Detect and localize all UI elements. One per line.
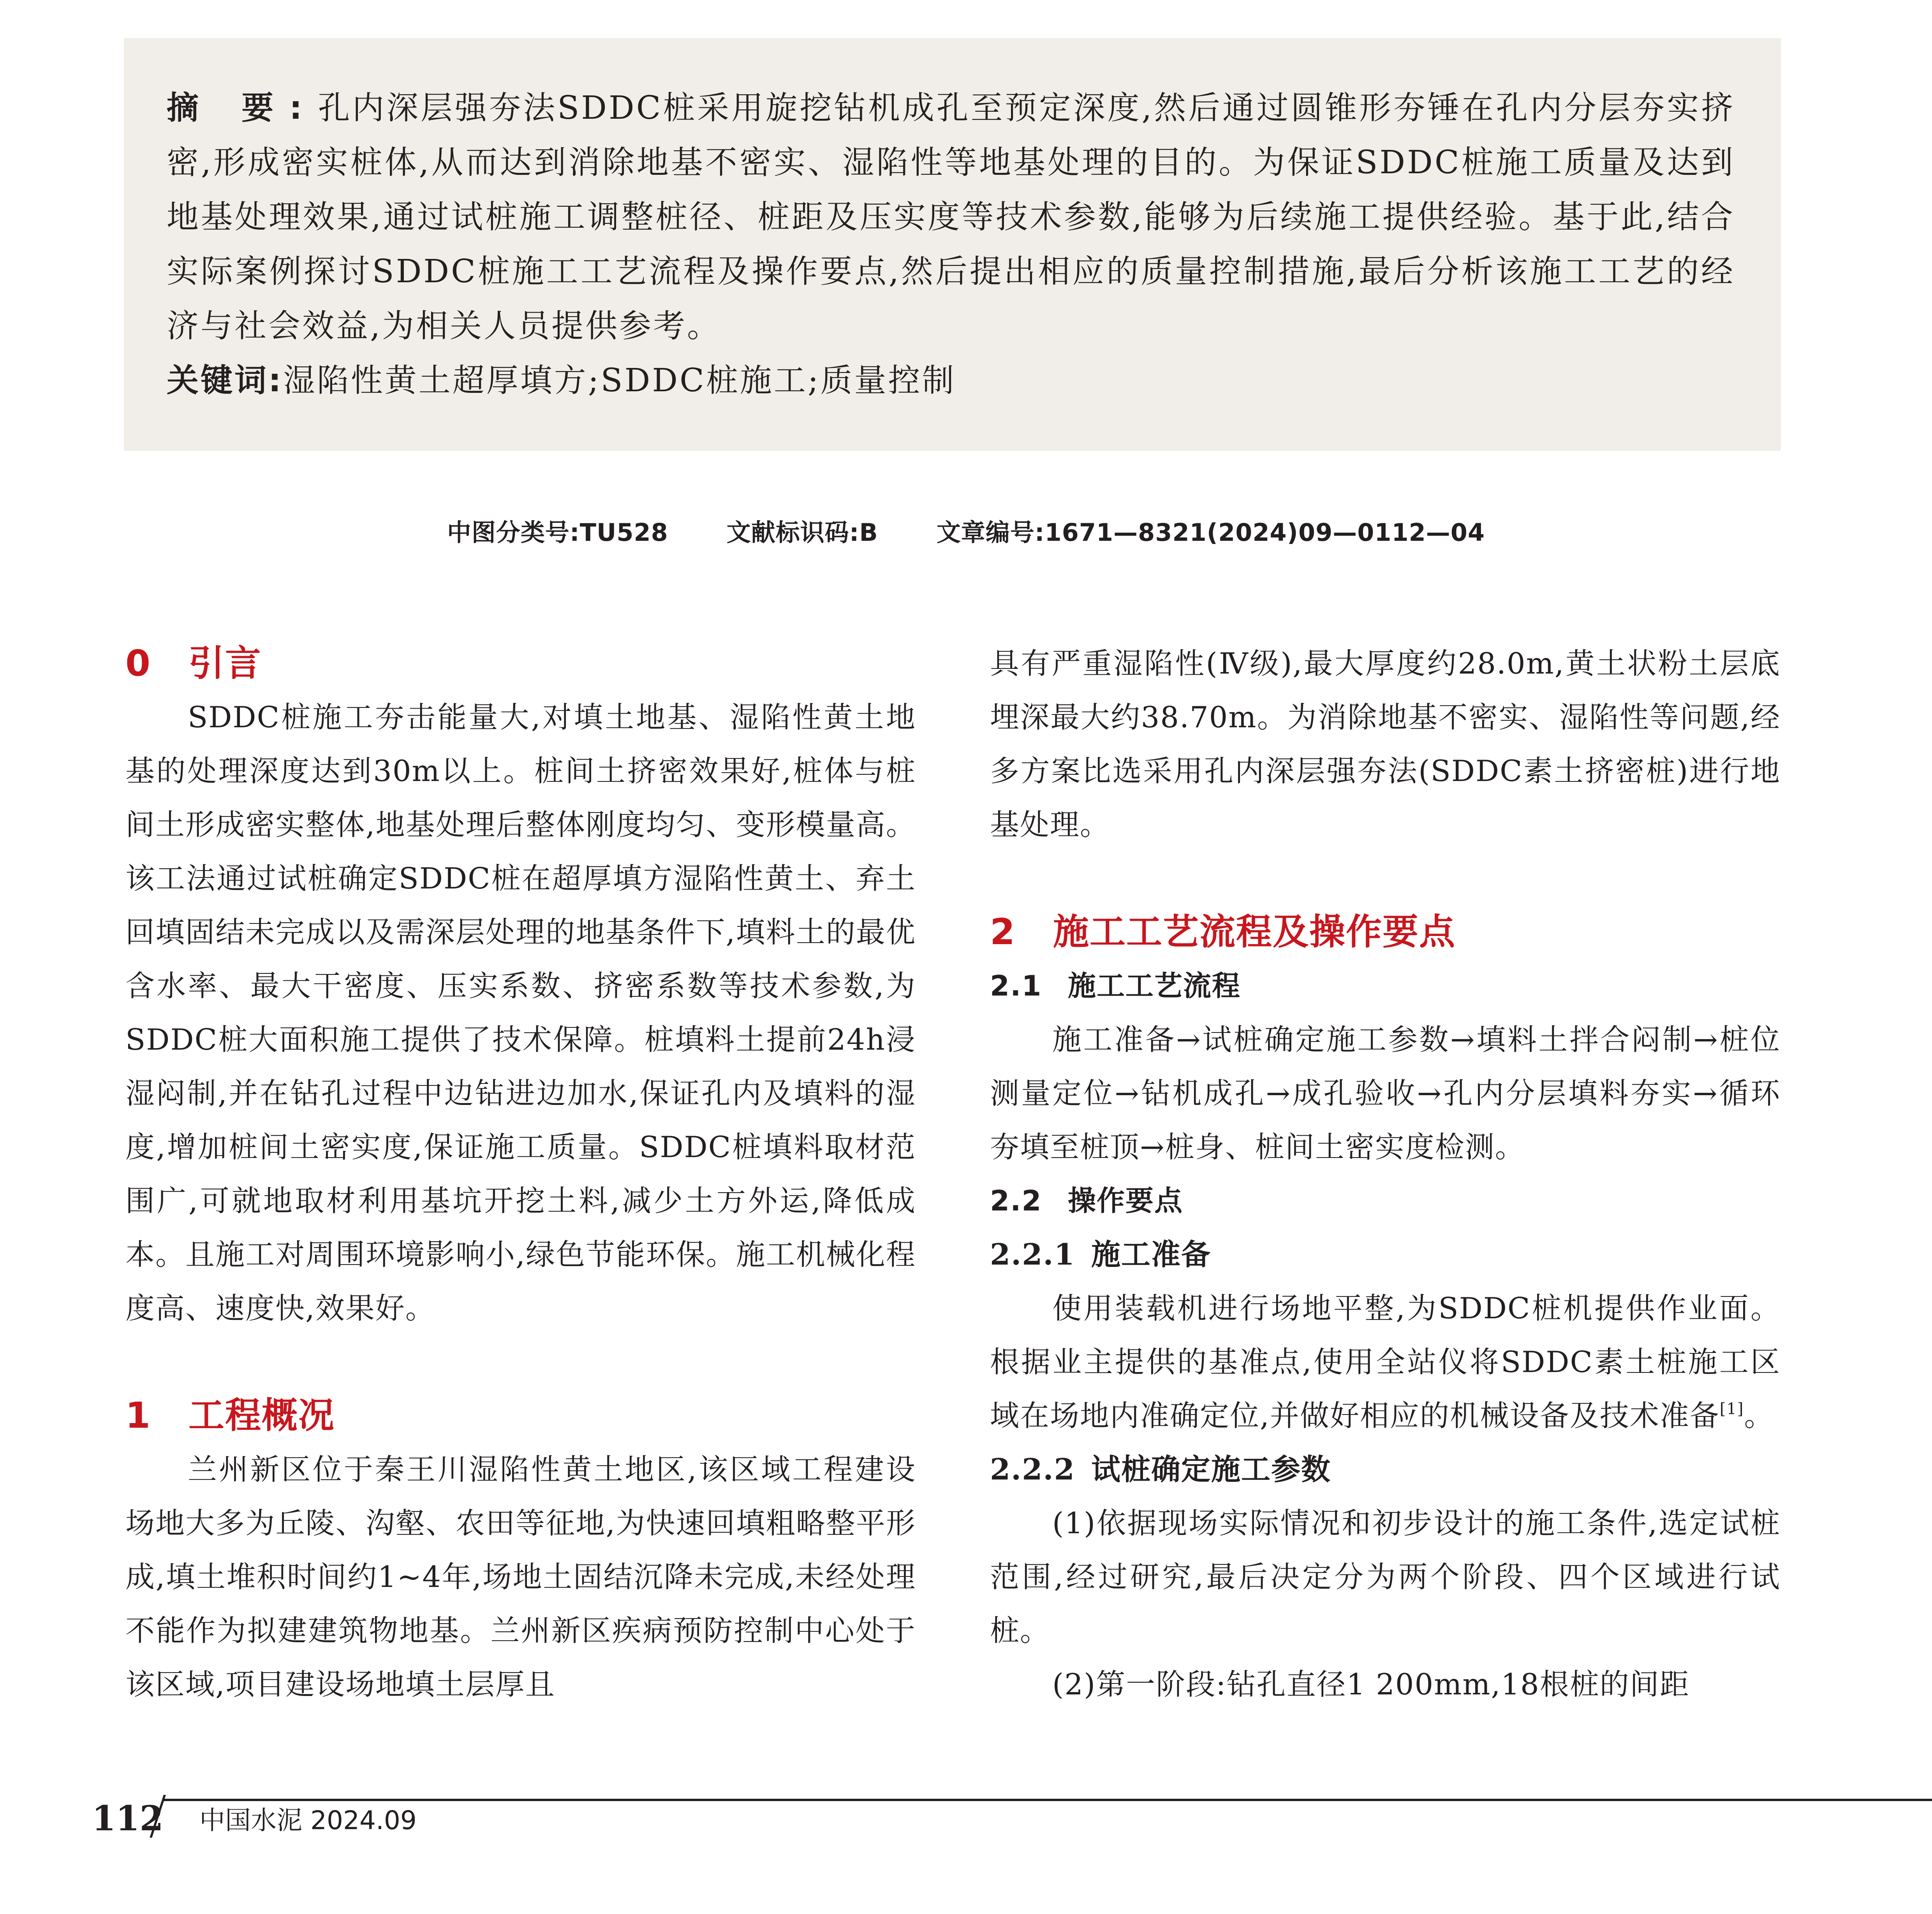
keywords-line — [167, 354, 1735, 408]
section-0-heading — [125, 637, 916, 690]
section-1-number: 1 — [125, 1395, 151, 1436]
abstract-box — [124, 38, 1781, 451]
section-2-2-2-title: 试桩确定施工参数 — [1091, 1452, 1331, 1487]
section-0-paragraph: SDDC桩施工夯击能量大,对填土地基、湿陷性黄土地基的处理深度达到30m以上。桩间土挤密效果好,桩体与桩间土形成密实整体,地基处理后整体刚度均匀、变形模量高。该工法通过试桩确定SDDC桩在超厚填方湿陷性黄土、弃土回填固结未完成以及需深层处理的地基条件下,填料土的最优含水率、最大干密度、压实系数、挤密系数等技术参数,为SDDC桩大面积施工提供了技术保障。桩填料土提前24h浸湿闷制,并在钻孔过程中边钻进边加水,保证孔内及填料的湿度,增加桩间土密实度,保证施工质量。SDDC桩填料取材范围广,可就地取材利用基坑开挖土料,减少土方外运,降低成本。且施工对周围环境影响小,绿色节能环保。施工机械化程度高、速度快,效果好。 — [125, 700, 916, 1325]
abstract-paragraph — [167, 81, 1735, 354]
document-code: 文献标识码:B — [726, 518, 878, 547]
section-0-number: 0 — [125, 642, 151, 684]
section-2-1-number: 2.1 — [990, 969, 1042, 1002]
section-2-1-title: 施工工艺流程 — [1068, 969, 1241, 1002]
section-1-title: 工程概况 — [188, 1395, 335, 1436]
keywords-text: 湿陷性黄土超厚填方;SDDC桩施工;质量控制 — [283, 362, 956, 399]
classification-line — [0, 513, 1932, 548]
section-2-2-2-number: 2.2.2 — [990, 1452, 1075, 1487]
section-2-number: 2 — [990, 911, 1016, 953]
section-1-paragraph-continued: 具有严重湿陷性(Ⅳ级),最大厚度约28.0m,黄土状粉土层底埋深最大约38.70m。为消除地基不密实、湿陷性等问题,经多方案比选采用孔内深层强夯法(SDDC素土挤密桩)进行地基处理。 — [990, 646, 1781, 842]
article-number: 文章编号:1671—8321(2024)09—0112—04 — [936, 518, 1485, 547]
right-column — [990, 637, 1781, 1711]
section-2-heading — [990, 905, 1781, 959]
section-2-1-heading — [990, 959, 1781, 1013]
left-column — [125, 637, 916, 1711]
section-2-2-1-title: 施工准备 — [1091, 1237, 1212, 1272]
journal-name-date: 中国水泥 2024.09 — [199, 1805, 417, 1835]
section-2-title: 施工工艺流程及操作要点 — [1053, 911, 1456, 953]
keywords-label: 关键词: — [167, 362, 283, 399]
page-number: 112 — [92, 1798, 164, 1838]
section-2-2-2-heading — [990, 1443, 1781, 1496]
footer-rule — [164, 1799, 1932, 1801]
section-2-2-1-end: 。 — [1744, 1399, 1774, 1433]
section-2-2-title: 操作要点 — [1068, 1184, 1184, 1217]
section-2-2-1-text: 使用装载机进行场地平整,为SDDC桩机提供作业面。根据业主提供的基准点,使用全站仪将SDDC素土桩施工区域在场地内准确定位,并做好相应的机械设备及技术准备 — [990, 1291, 1781, 1433]
section-1-heading — [125, 1389, 916, 1443]
section-2-2-number: 2.2 — [990, 1184, 1042, 1217]
section-0-title: 引言 — [188, 642, 262, 684]
section-2-2-2-paragraph-1: (1)依据现场实际情况和初步设计的施工条件,选定试桩范围,经过研究,最后决定分为两个阶段、四个区域进行试桩。 — [990, 1506, 1781, 1648]
section-1-paragraph: 兰州新区位于秦王川湿陷性黄土地区,该区域工程建设场地大多为丘陵、沟壑、农田等征地,为快速回填粗略整平形成,填土堆积时间约1~4年,场地土固结沉降未完成,未经处理不能作为拟建建筑物地基。兰州新区疾病预防控制中心处于该区域,项目建设场地填土层厚且 — [125, 1452, 916, 1701]
abstract-text: 孔内深层强夯法SDDC桩采用旋挖钻机成孔至预定深度,然后通过圆锥形夯锤在孔内分层夯实挤密,形成密实桩体,从而达到消除地基不密实、湿陷性等地基处理的目的。为保证SDDC桩施工质量及达到地基处理效果,通过试桩施工调整桩径、桩距及压实度等技术参数,能够为后续施工提供经验。基于此,结合实际案例探讨SDDC桩施工工艺流程及操作要点,然后提出相应的质量控制措施,最后分析该施工工艺的经济与社会效益,为相关人员提供参考。 — [167, 90, 1735, 345]
section-2-2-1-paragraph — [990, 1281, 1781, 1443]
section-2-2-heading — [990, 1174, 1781, 1228]
clc-number: 中图分类号:TU528 — [447, 518, 668, 547]
section-2-2-1-heading — [990, 1228, 1781, 1281]
section-2-1-paragraph: 施工准备→试桩确定施工参数→填料土拌合闷制→桩位测量定位→钻机成孔→成孔验收→孔内分层填料夯实→循环夯填至桩顶→桩身、桩间土密实度检测。 — [990, 1022, 1781, 1164]
section-2-2-2-paragraph-2: (2)第一阶段:钻孔直径1 200mm,18根桩的间距 — [1052, 1667, 1690, 1701]
abstract-label: 摘 要: — [167, 90, 318, 127]
citation-ref: [1] — [1719, 1400, 1744, 1418]
section-2-2-1-number: 2.2.1 — [990, 1237, 1075, 1272]
